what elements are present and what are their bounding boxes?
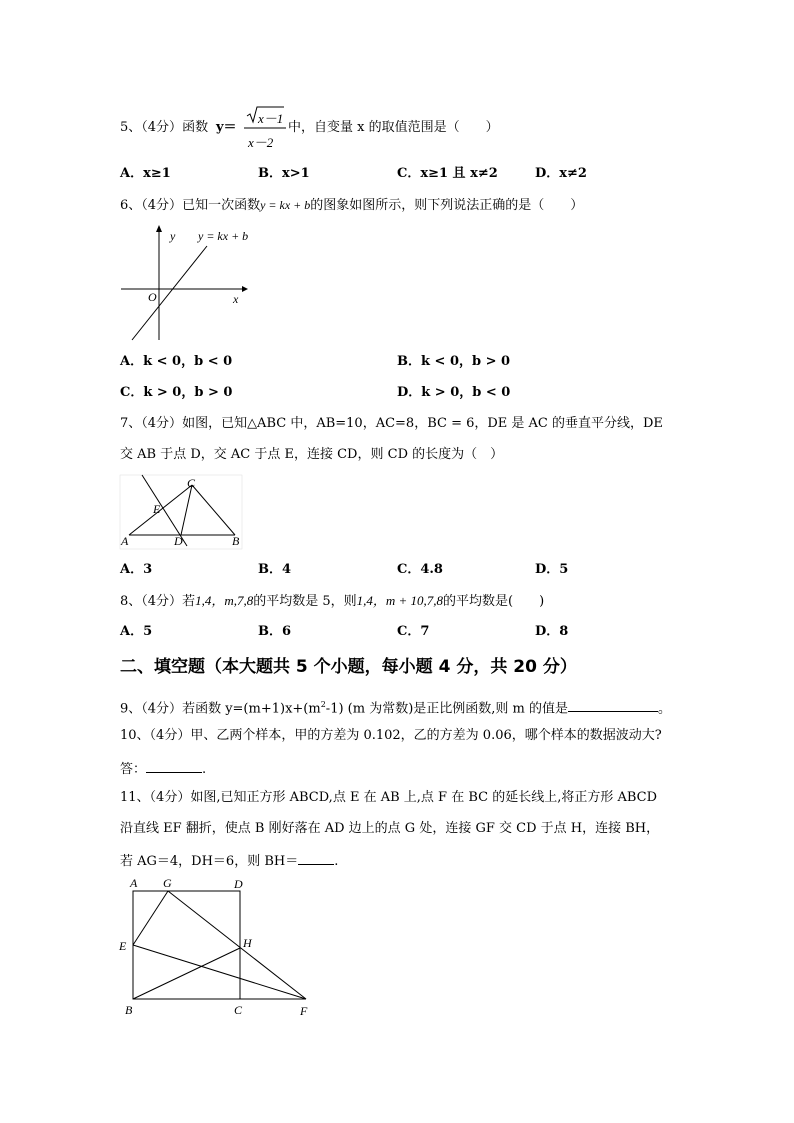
segment-eg: [133, 891, 168, 945]
q5-option-c[interactable]: C．x≥1 且 x≠2: [397, 166, 498, 181]
q5-option-b[interactable]: B．x>1: [258, 166, 310, 181]
q8-option-a[interactable]: A．5: [120, 624, 153, 639]
q11-number: 11、: [120, 790, 150, 805]
fig7-label-c: C: [187, 476, 196, 490]
q6-score: （4分）: [141, 198, 183, 213]
fig11-label-d: D: [234, 877, 243, 891]
q8-option-d[interactable]: D．8: [535, 624, 569, 639]
segment-gf: [168, 891, 306, 999]
fig11-label-g: G: [163, 876, 172, 890]
fig11-label-a: A: [130, 876, 138, 890]
q9-answer-blank[interactable]: [568, 699, 658, 712]
q11-figure: [116, 874, 316, 1020]
q6-option-d[interactable]: D．k > 0，b < 0: [397, 385, 511, 400]
q5-denominator: x－2: [248, 135, 274, 150]
q8-option-b[interactable]: B．6: [258, 624, 292, 639]
q11-line3a: 若 AG＝4，DH＝6，则 BH＝: [120, 854, 299, 869]
q10-line2: [120, 760, 206, 778]
graph-x-label: x: [233, 292, 239, 306]
q6-stem-a: 已知一次函数: [182, 198, 261, 213]
q11-score: （4分）: [149, 790, 191, 805]
q9-stem-b: -1) (m 为常数)是正比例函数,则 m 的值是: [325, 701, 568, 717]
graph-y-label: y: [170, 229, 176, 243]
fig11-label-f: F: [300, 1004, 308, 1018]
q6-number: 6、: [120, 198, 142, 213]
q8-option-c[interactable]: C．7: [397, 624, 430, 639]
q11-line1-text: 如图,已知正方形 ABCD,点 E 在 AB 上,点 F 在 BC 的延长线上,将正方形 ABCD: [190, 790, 658, 805]
q7-line1-text: 如图，已知△ABC 中，AB=10，AC=8，BC = 6，DE 是 AC 的垂直平分线，DE: [182, 416, 663, 431]
fig11-label-b: B: [125, 1003, 133, 1017]
graph-line-label: y = kx + b: [198, 229, 249, 243]
q7-option-b[interactable]: B．4: [258, 562, 292, 577]
q8-set1: 1,4，m,7,8: [195, 593, 254, 608]
q7-option-d[interactable]: D．5: [535, 562, 569, 577]
q7-line2: 交 AB 于点 D，交 AC 于点 E，连接 CD，则 CD 的长度为（ ）: [120, 447, 504, 462]
function-line: [132, 246, 207, 340]
q5-numerator: x－1: [258, 111, 284, 126]
q11-line3: [120, 852, 338, 870]
q10-score: （4分）: [149, 728, 191, 743]
q5-func-prefix: y＝: [216, 120, 237, 135]
q9-score: （4分）: [141, 701, 183, 717]
q8-score: （4分）: [141, 594, 183, 609]
q11-line3b: .: [334, 854, 339, 869]
y-axis-arrow-icon: [156, 225, 162, 232]
q6-stem-b: 的图象如图所示，则下列说法正确的是（ ）: [310, 198, 584, 213]
q11-line2: 沿直线 EF 翻折，使点 B 刚好落在 AD 边上的点 G 处，连接 GF 交 CD 于点 H，连接 BH，: [120, 821, 660, 836]
fig7-label-d: D: [174, 534, 183, 548]
q11-line1: [120, 790, 657, 806]
q5-fraction: [244, 104, 286, 150]
fig11-label-e: E: [119, 939, 127, 953]
q6-stem: [120, 197, 583, 214]
q6-option-c[interactable]: C．k > 0，b > 0: [120, 385, 233, 400]
section2-title: 二、填空题（本大题共 5 个小题，每小题 4 分，共 20 分）: [120, 657, 577, 677]
q6-option-a[interactable]: A．k < 0，b < 0: [120, 354, 233, 369]
q11-answer-blank[interactable]: [298, 852, 334, 865]
q7-number: 7、: [120, 416, 142, 431]
square-abcd: [133, 891, 240, 999]
q5-stem-a: 函数: [182, 120, 209, 135]
segment-ef: [133, 945, 306, 999]
fig7-label-e: E: [153, 502, 161, 516]
q8-set2: 1,4，m + 10,7,8: [356, 593, 444, 608]
q9-number: 9、: [120, 701, 142, 717]
fig7-label-a: A: [121, 534, 129, 548]
q9-stem: [120, 697, 671, 717]
q7-figure: [118, 474, 244, 550]
q7-line1: [120, 416, 663, 432]
q5-stem: [120, 120, 208, 136]
q5-number: 5、: [120, 120, 142, 135]
graph-origin-label: O: [148, 290, 157, 304]
q10-answer-label: 答：: [120, 762, 147, 777]
q8-stem-c: 的平均数是( ): [443, 594, 545, 609]
q10-line1-text: 甲、乙两个样本，甲的方差为 0.102，乙的方差为 0.06，哪个样本的数据波动大?: [190, 728, 662, 743]
q7-option-a[interactable]: A．3: [120, 562, 153, 577]
q5-option-a[interactable]: A．x≥1: [120, 166, 171, 181]
q8-stem-b: 的平均数是 5，则: [253, 594, 357, 609]
q8-stem: [120, 593, 544, 610]
q7-option-c[interactable]: C．4.8: [397, 562, 443, 577]
q5-stem-b: 中，自变量 x 的取值范围是（ ）: [288, 120, 499, 135]
q8-stem-a: 若: [182, 594, 196, 609]
fig11-label-h: H: [243, 936, 252, 950]
q10-number: 10、: [120, 728, 150, 743]
q6-option-b[interactable]: B．k < 0，b > 0: [397, 354, 511, 369]
q10-end: .: [202, 762, 207, 777]
q10-answer-blank[interactable]: [146, 760, 202, 773]
x-axis-arrow-icon: [242, 286, 248, 292]
q9-end: 。: [658, 701, 672, 717]
q8-number: 8、: [120, 594, 142, 609]
fig11-label-c: C: [234, 1003, 243, 1017]
q6-func: y = kx + b: [260, 198, 311, 212]
fig7-label-b: B: [232, 534, 240, 548]
q5-score: （4分）: [141, 120, 183, 135]
q6-graph: [118, 222, 258, 344]
q7-score: （4分）: [141, 416, 183, 431]
q10-line1: [120, 728, 662, 744]
q9-superscript: 2: [320, 700, 326, 709]
q5-option-d[interactable]: D．x≠2: [535, 166, 587, 181]
q9-stem-a: 若函数 y=(m+1)x+(m: [182, 701, 321, 717]
